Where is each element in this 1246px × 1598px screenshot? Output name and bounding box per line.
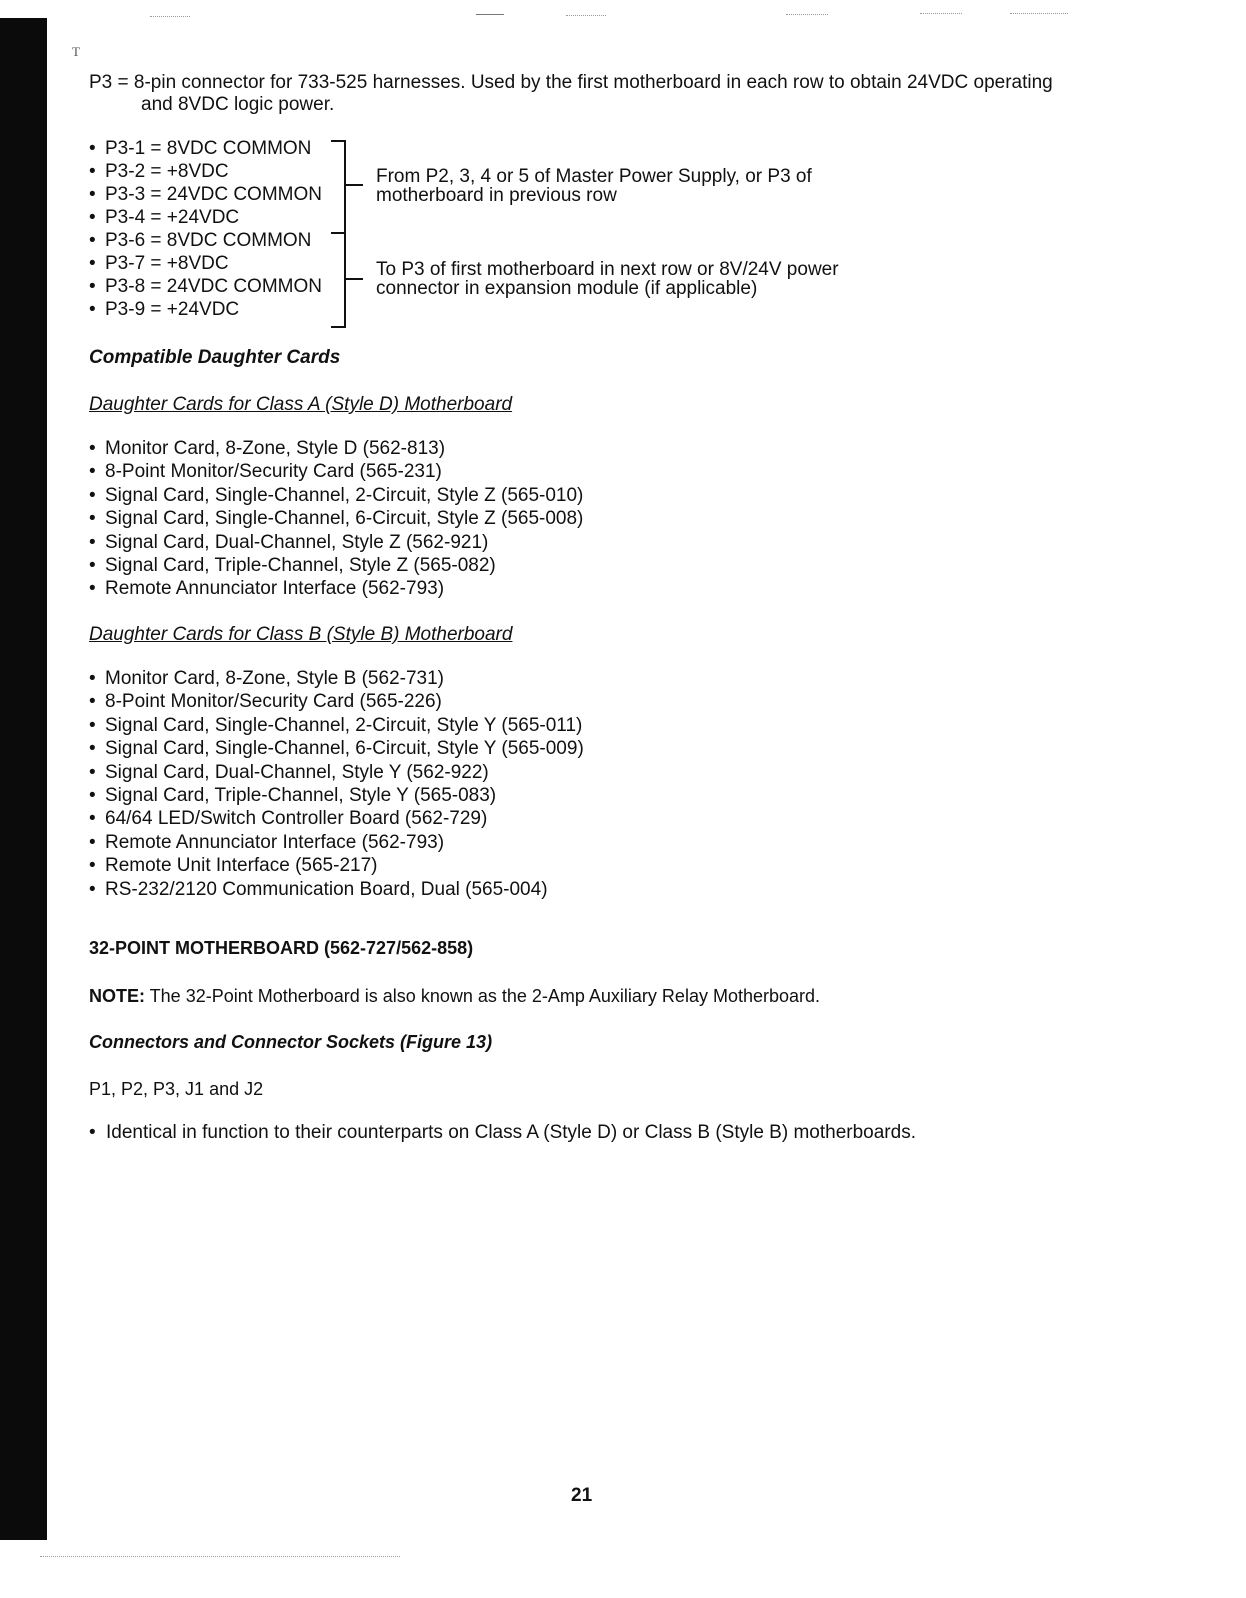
corner-mark: T <box>72 44 80 59</box>
connectors-heading: Connectors and Connector Sockets (Figure 13) <box>89 1032 493 1052</box>
scan-artifact <box>786 14 828 16</box>
list-item: • Signal Card, Single-Channel, 2-Circuit, Style Y (565-011) <box>89 714 583 736</box>
list-item: • Remote Unit Interface (565-217) <box>89 855 378 877</box>
scan-artifact <box>566 15 606 17</box>
list-item: • Monitor Card, 8-Zone, Style B (562-731) <box>89 668 444 689</box>
intro-line-2: and 8VDC logic power. <box>141 94 335 115</box>
list-item: • 8-Point Monitor/Security Card (565-226) <box>89 691 442 713</box>
pin-item: • P3-6 = 8VDC COMMON <box>89 230 312 251</box>
p3-intro-paragraph <box>89 72 1209 116</box>
list-item: • RS-232/2120 Communication Board, Dual (565-004) <box>89 878 548 900</box>
scan-artifact <box>40 1556 400 1558</box>
pin-group-bracket <box>331 232 346 328</box>
pin-item: • P3-3 = 24VDC COMMON <box>89 184 322 205</box>
list-item: • Signal Card, Dual-Channel, Style Y (562-922) <box>89 761 489 783</box>
list-item: • Signal Card, Single-Channel, 6-Circuit, Style Z (565-008) <box>89 508 584 530</box>
list-item: • Signal Card, Triple-Channel, Style Z (565-082) <box>89 555 496 577</box>
list-item: • Remote Annunciator Interface (562-793) <box>89 578 445 600</box>
pin-group-bracket <box>331 140 346 234</box>
pin-item: • P3-7 = +8VDC <box>89 253 229 274</box>
note-paragraph <box>89 986 820 1007</box>
list-item: • Remote Annunciator Interface (562-793) <box>89 831 445 853</box>
class-a-card-list <box>89 437 583 601</box>
scan-edge-bar <box>0 18 47 1540</box>
list-item: • 64/64 LED/Switch Controller Board (562-729) <box>89 808 488 830</box>
note-text: The 32-Point Motherboard is also known as the 2-Amp Auxiliary Relay Motherboard. <box>145 986 821 1006</box>
list-item: • Signal Card, Triple-Channel, Style Y (565-083) <box>89 785 497 807</box>
list-item: • Monitor Card, 8-Zone, Style D (562-813) <box>89 438 446 459</box>
pin-item: • P3-8 = 24VDC COMMON <box>89 276 322 297</box>
pin-item: • P3-4 = +24VDC <box>89 207 240 228</box>
bracket-tick <box>345 278 363 280</box>
compatible-daughter-cards-heading: Compatible Daughter Cards <box>89 347 341 368</box>
scan-artifact <box>476 14 504 15</box>
pin-item: • P3-9 = +24VDC <box>89 299 240 320</box>
scan-artifact <box>150 16 190 18</box>
intro-line-1: P3 = 8-pin connector for 733-525 harnesses. Used by the first motherboard in each row to obtain 24VDC operating <box>89 72 1053 93</box>
connectors-list: P1, P2, P3, J1 and J2 <box>89 1079 264 1099</box>
pin-item: • P3-2 = +8VDC <box>89 161 229 182</box>
identical-bullet: • Identical in function to their counterparts on Class A (Style D) or Class B (Style B) motherboards. <box>89 1122 916 1143</box>
scan-artifact <box>920 13 962 15</box>
list-item: • Signal Card, Dual-Channel, Style Z (562-921) <box>89 531 489 553</box>
list-item: • Signal Card, Single-Channel, 2-Circuit, Style Z (565-010) <box>89 484 584 506</box>
scan-artifact <box>1010 13 1068 15</box>
class-b-heading: Daughter Cards for Class B (Style B) Motherboard <box>89 624 513 645</box>
motherboard-heading: 32-POINT MOTHERBOARD (562-727/562-858) <box>89 938 474 958</box>
pin-item: • P3-1 = 8VDC COMMON <box>89 138 312 159</box>
class-a-heading: Daughter Cards for Class A (Style D) Motherboard <box>89 394 513 415</box>
note-label: NOTE: <box>89 986 145 1006</box>
list-item: • Signal Card, Single-Channel, 6-Circuit, Style Y (565-009) <box>89 738 584 760</box>
class-b-card-list <box>89 667 584 901</box>
page-number: 21 <box>571 1485 593 1506</box>
bracket-tick <box>345 184 363 186</box>
list-item: • 8-Point Monitor/Security Card (565-231) <box>89 461 442 483</box>
bracket-1-text: From P2, 3, 4 or 5 of Master Power Supply, or P3 of motherboard in previous row <box>376 166 812 206</box>
bracket-2-text: To P3 of first motherboard in next row or 8V/24V power connector in expansion module (if applicable) <box>376 259 839 299</box>
